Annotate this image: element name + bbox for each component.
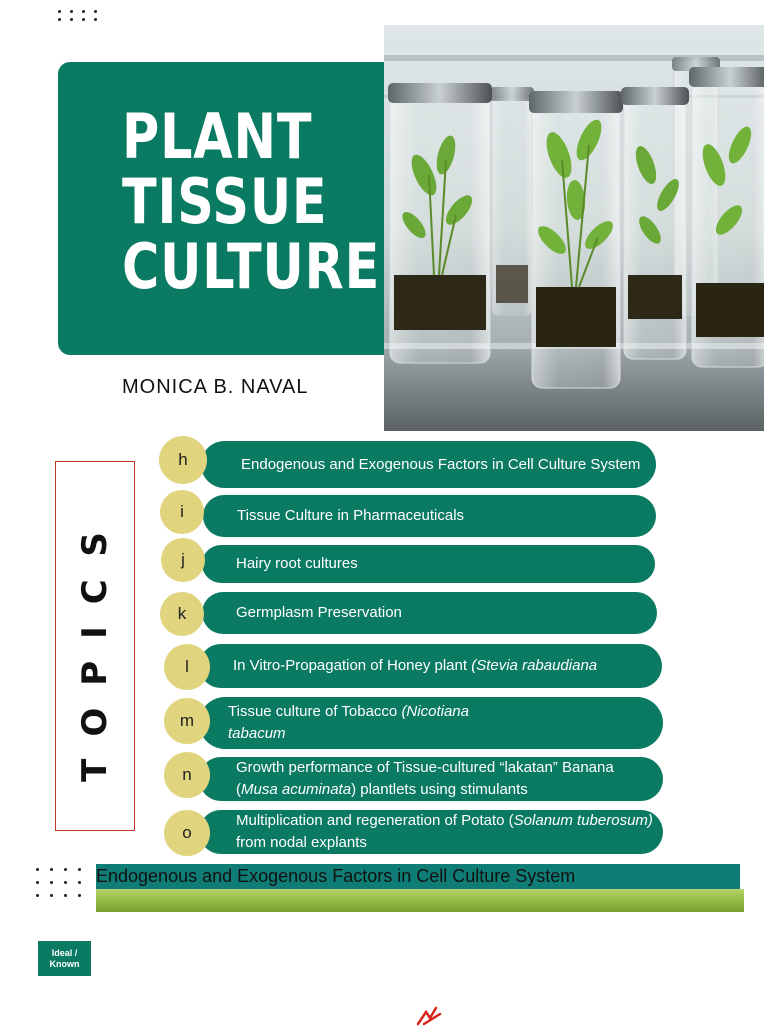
topic-text: Growth performance of Tissue-cultured “lakatan” Banana (Musa acuminata) plantlets using stimulants (236, 759, 614, 798)
topics-vertical-label: TOPICS (75, 510, 115, 782)
topic-text: Tissue culture of Tobacco (Nicotiana tabacum (228, 703, 469, 742)
topic-badge-j: j (161, 538, 205, 582)
topic-item-l (199, 644, 662, 688)
topic-text: Endogenous and Exogenous Factors in Cell Culture System (241, 455, 641, 473)
decorative-dots-top (58, 10, 106, 26)
topic-badge-m: m (164, 698, 210, 744)
topic-item-m (199, 697, 663, 749)
topic-text: Germplasm Preservation (236, 604, 402, 621)
red-handwritten-mark (414, 1004, 444, 1026)
topic-text: Tissue Culture in Pharmaceuticals (237, 507, 465, 524)
topic-text: Multiplication and regeneration of Potato (Solanum tuberosum) from nodal explants (236, 812, 653, 851)
topic-item-n (199, 757, 663, 801)
topic-badge-n: n (164, 752, 210, 798)
topic-badge-l: l (164, 644, 210, 690)
topic-text: In Vitro-Propagation of Honey plant (Stevia rabaudiana (233, 657, 598, 674)
section-banner-title: Endogenous and Exogenous Factors in Cell Culture System (96, 866, 576, 886)
topic-badge-h: h (159, 436, 207, 484)
page-title: PLANT TISSUE CULTURE (122, 100, 381, 303)
plant-jars-photo (384, 25, 764, 431)
ideal-known-tag: Ideal / Known (38, 941, 91, 976)
topic-badge-i: i (160, 490, 204, 534)
topic-badge-o: o (164, 810, 210, 856)
author-name: MONICA B. NAVAL (122, 376, 309, 398)
topic-badge-k: k (160, 592, 204, 636)
topic-item-o (199, 810, 663, 854)
topic-text: Hairy root cultures (236, 555, 358, 572)
section-banner-underline (96, 889, 744, 912)
topic-item-i (203, 495, 656, 537)
topic-item-j (202, 545, 655, 583)
decorative-dots-left (36, 868, 96, 912)
topic-item-h (201, 441, 656, 488)
topic-item-k (202, 592, 657, 634)
